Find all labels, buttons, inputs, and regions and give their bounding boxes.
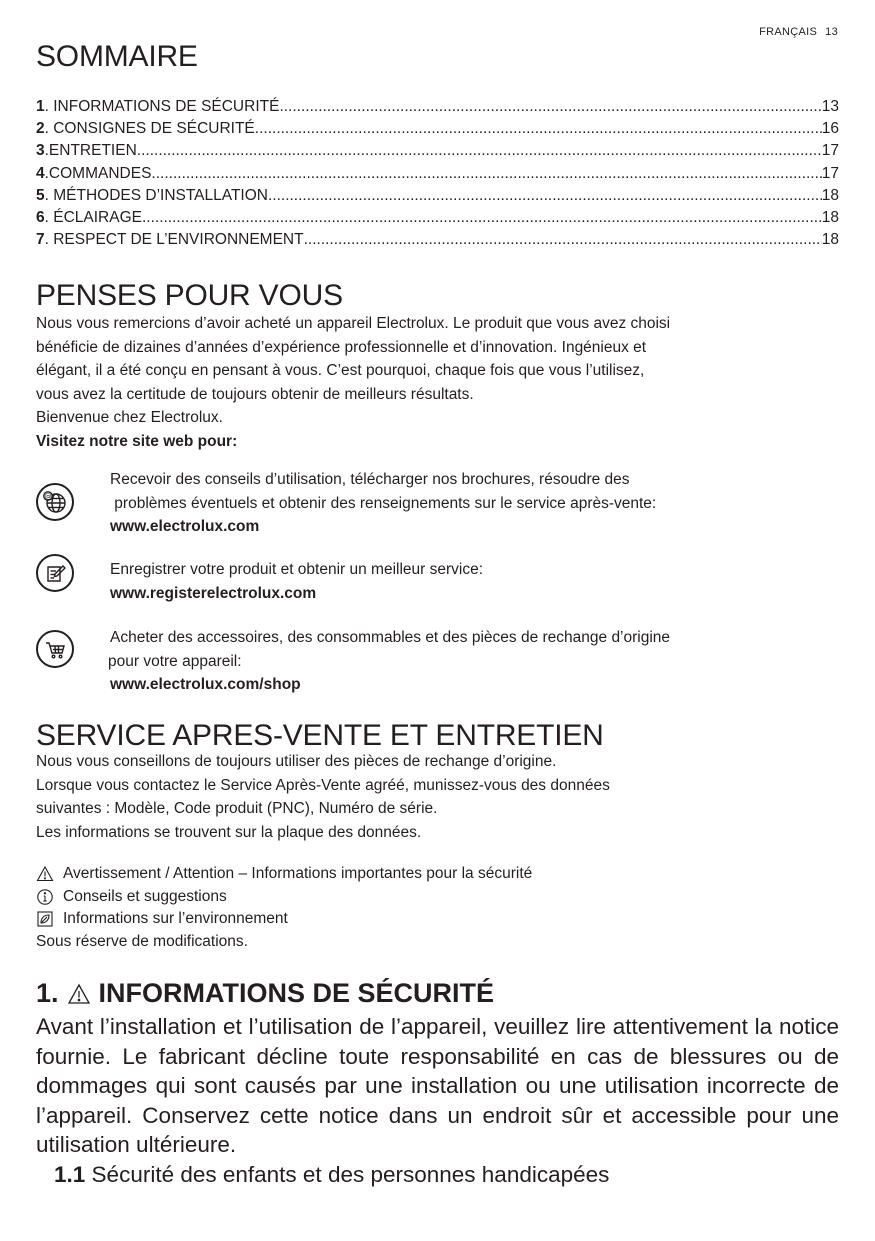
toc-item[interactable]: 7 . RESPECT DE L’ENVIRONNEMENT ..... 18 (36, 229, 839, 251)
section-1-body: Avant l’installation et l’utilisation de l’appareil, veuillez lire attentivement la notice fournie. Le fabricant décline toute responsabilité en cas de blessures ou de dommages qui sont causés par une installation ou une utilisation incorrecte de l’appareil. Conservez cette notice dans un endroit sûr et accessible pour une utilisation ultérieure. (36, 1014, 839, 1157)
info-icon (36, 888, 54, 906)
register-icon (36, 554, 74, 592)
toc-item[interactable]: 2 . CONSIGNES DE SÉCURITÉ ..... 16 (36, 118, 839, 140)
leaf-icon (36, 910, 54, 928)
globe-icon (36, 483, 74, 521)
service-title: SERVICE APRES-VENTE ET ENTRETIEN (36, 719, 604, 752)
web-item-support: Recevoir des conseils d’utilisation, télécharger nos brochures, résoudre des problèmes éventuels et obtenir des renseignements sur le service après-vente: www.electrolux.com (110, 468, 656, 539)
legend-environment: Informations sur l’environnement (36, 908, 532, 931)
section-1-number: 1. (36, 978, 59, 1008)
section-1-heading (36, 978, 494, 1009)
legend-info: Conseils et suggestions (36, 886, 532, 909)
subsection-number: 1.1 (54, 1162, 86, 1187)
page-header (759, 26, 838, 38)
svg-text:@: @ (44, 492, 52, 501)
service-text: Nous vous conseillons de toujours utiliser des pièces de rechange d’origine. Lorsque vous contactez le Service Après-Vente agréé, munissez-vous des données suivantes : Modèle, Code produit (PNC), Numéro de série. Les informations se trouvent sur la plaque des données. (36, 753, 610, 841)
legend-note: Sous réserve de modifications. (36, 932, 248, 950)
web-item-register: Enregistrer votre produit et obtenir un meilleur service: www.registerelectrolux.com (110, 558, 483, 605)
thanks-title: PENSES POUR VOUS (36, 279, 343, 312)
toc-item[interactable]: 3 .ENTRETIEN ..... 17 (36, 140, 839, 162)
warning-icon (67, 983, 91, 1005)
toc-item[interactable]: 4 .COMMANDES ..... 17 (36, 163, 839, 185)
cart-icon (36, 630, 74, 668)
shop-link[interactable]: www.electrolux.com/shop (110, 676, 301, 694)
header-language: FRANÇAIS (759, 26, 818, 38)
table-of-contents (36, 96, 839, 251)
toc-item[interactable]: 1 . INFORMATIONS DE SÉCURITÉ ..... 13 (36, 96, 839, 118)
subsection-title: Sécurité des enfants et des personnes handicapées (91, 1162, 610, 1187)
section-1-title: INFORMATIONS DE SÉCURITÉ (98, 978, 495, 1008)
toc-item[interactable]: 5 . MÉTHODES D’INSTALLATION ..... 18 (36, 185, 839, 207)
header-page-number: 13 (825, 26, 838, 38)
web-item-shop: Acheter des accessoires, des consommables et des pièces de rechange d’origine pour votre appareil: www.electrolux.com/shop (110, 626, 670, 697)
legend-warning: Avertissement / Attention – Informations importantes pour la sécurité (36, 863, 532, 886)
register-link[interactable]: www.registerelectrolux.com (110, 584, 317, 602)
toc-title: SOMMAIRE (36, 40, 198, 73)
support-link[interactable]: www.electrolux.com (110, 518, 260, 536)
warning-icon (36, 865, 54, 883)
visit-label: Visitez notre site web pour: (36, 432, 238, 450)
thanks-text: Nous vous remercions d’avoir acheté un appareil Electrolux. Le produit que vous avez choisi bénéficie de dizaines d’années d’expérience professionnelle et d’innovation. Ingénieux et élégant, il a été conçu en pensant à vous. C’est pourquoi, chaque fois que vous l’utilisez, vous avez la certitude de toujours obtenir de meilleurs résultats. Bienvenue chez Electrolux. Visitez notre site web pour: (36, 312, 670, 454)
toc-item[interactable]: 6 . ÉCLAIRAGE ..... 18 (36, 207, 839, 229)
symbol-legend (36, 863, 532, 953)
subsection-1-1 (54, 1162, 609, 1188)
